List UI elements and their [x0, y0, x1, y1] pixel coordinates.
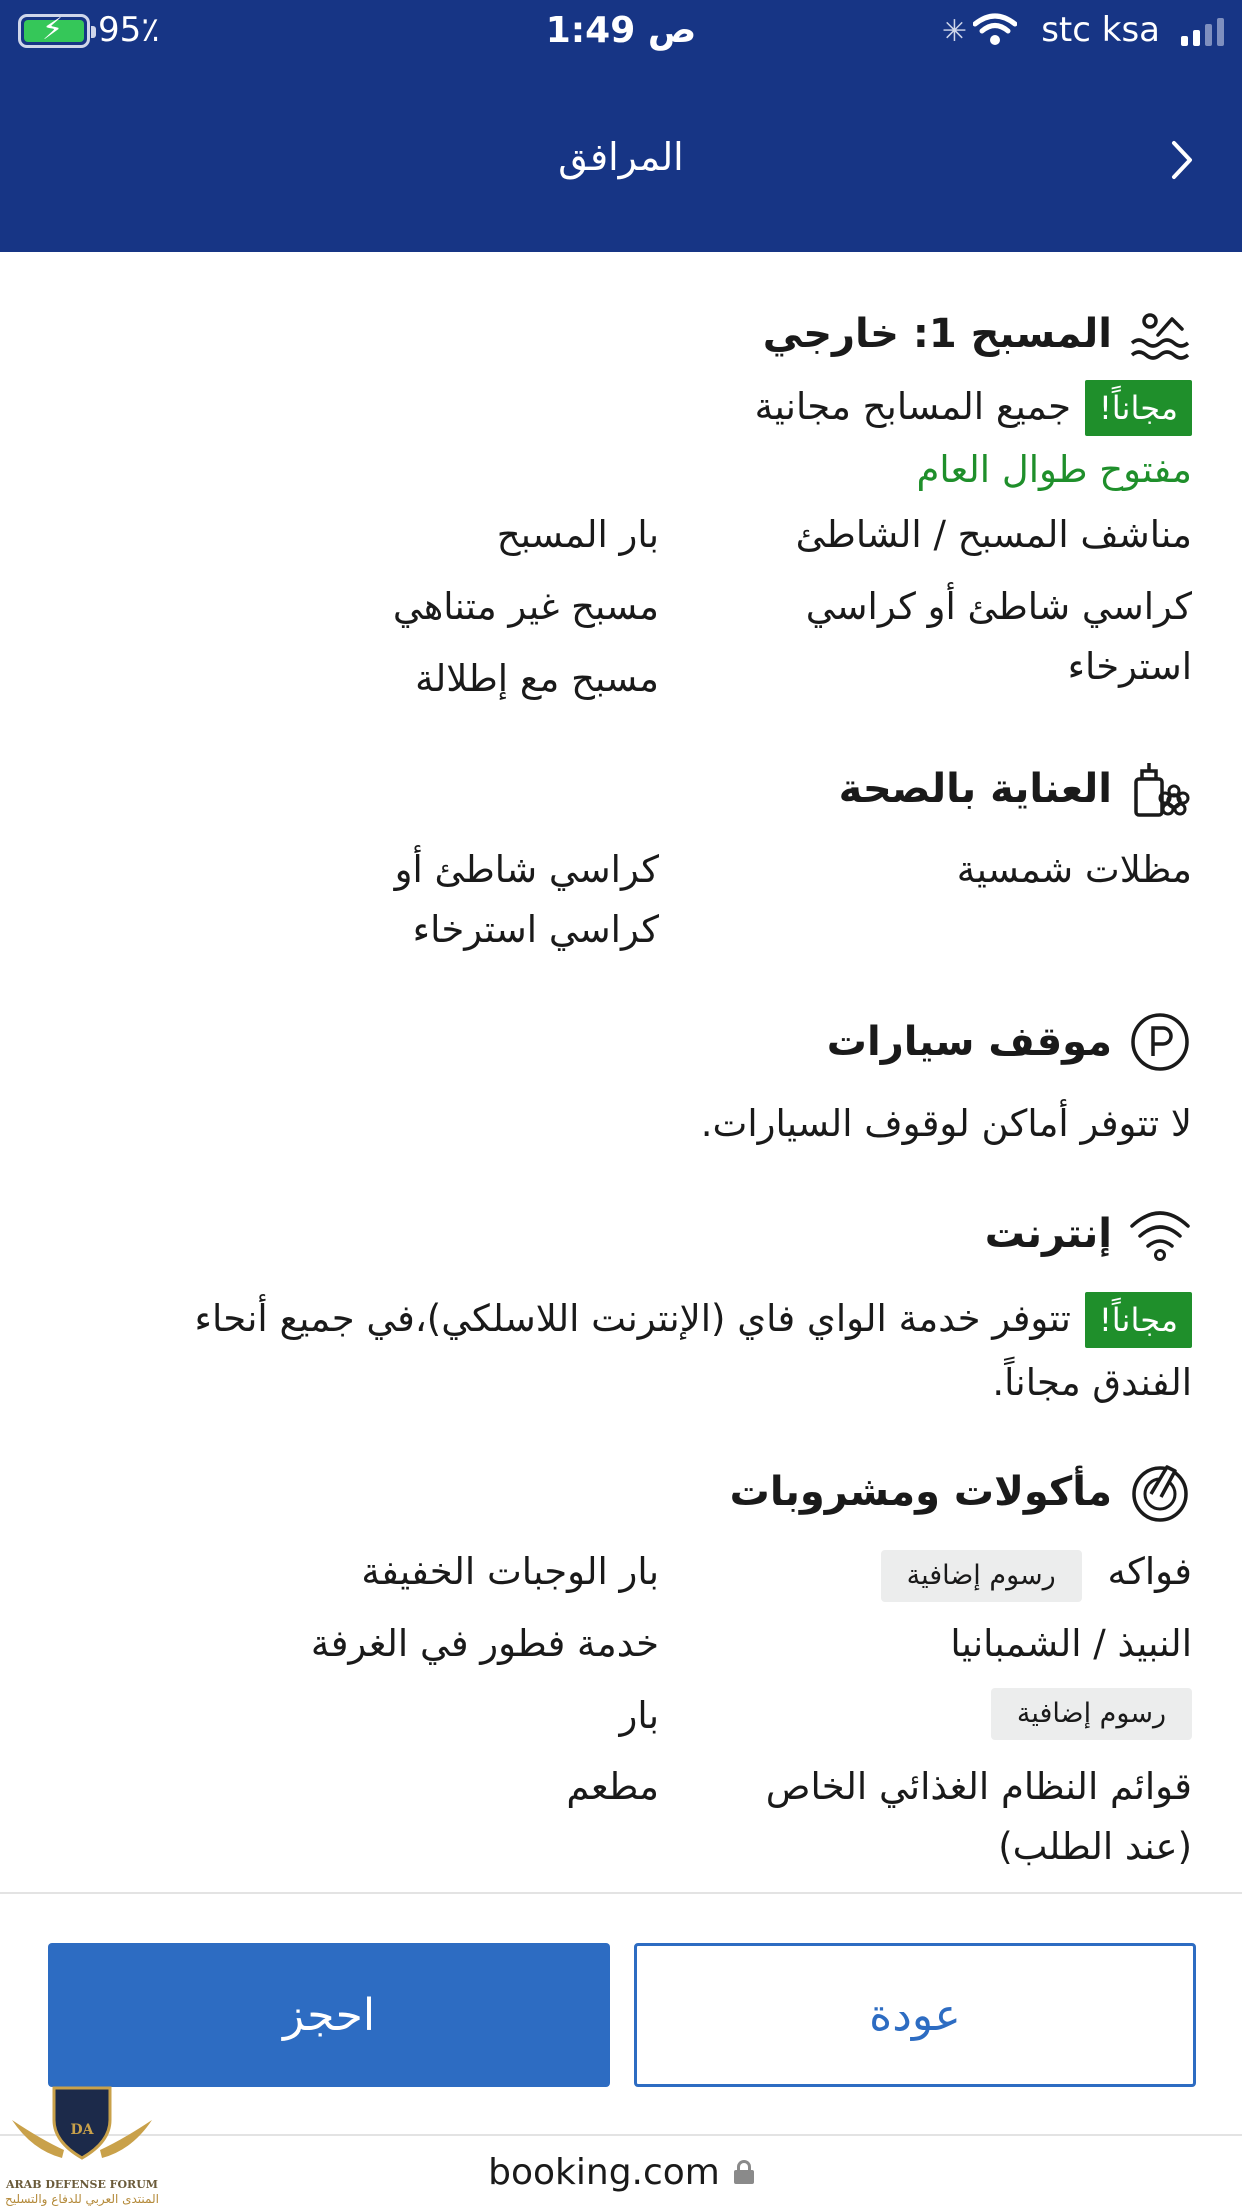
section-internet-header [985, 1202, 1192, 1266]
eagle-shield-icon [2, 2080, 162, 2180]
url-bar[interactable] [0, 2136, 1242, 2208]
battery-icon: ⚡ [18, 14, 90, 48]
pool-item: مسبح مع إطلالة [415, 657, 659, 700]
wifi-icon [1128, 1202, 1192, 1266]
forum-watermark-logo [2, 2080, 162, 2208]
section-pool-title: المسبح 1: خارجي [762, 311, 1112, 357]
content-divider [0, 1892, 1242, 1894]
food-item: بار الوجبات الخفيفة [361, 1550, 659, 1593]
section-food-title: مأكولات ومشروبات [729, 1469, 1112, 1515]
battery-percentage: 95٪ [98, 10, 160, 50]
wifi-icon [973, 12, 1017, 46]
section-food-header [730, 1460, 1192, 1524]
pool-item: مسبح غير متناهي [392, 585, 659, 628]
extra-fee-badge: رسوم إضافية [991, 1688, 1192, 1740]
watermark-text-ar: المنتدى العربي للدفاع والتسليح [5, 2192, 159, 2206]
section-wellness-title: العناية بالصحة [838, 766, 1112, 812]
food-item: النبيذ / الشمبانيا [950, 1622, 1192, 1665]
app-header [0, 0, 1242, 252]
free-badge: مجاناً! [1085, 380, 1192, 436]
extra-fee-badge: رسوم إضافية [881, 1550, 1082, 1602]
food-item: مطعم [566, 1765, 659, 1808]
activity-spinner-icon: ✳ [941, 14, 967, 49]
free-badge: مجاناً! [1085, 1292, 1192, 1348]
food-item: خدمة فطور في الغرفة [310, 1622, 659, 1665]
food-item [692, 1542, 1192, 1602]
section-parking-title: موقف سيارات [826, 1019, 1112, 1065]
swimming-icon [1128, 302, 1192, 366]
back-chevron-icon[interactable] [1162, 135, 1202, 185]
food-item-label: فواكه [1107, 1550, 1192, 1593]
status-bar [0, 0, 1242, 64]
wellness-item: كراسي شاطئ أو كراسي استرخاء [394, 848, 659, 951]
carrier-name: stc ksa [1041, 10, 1160, 50]
pool-open-text: مفتوح طوال العام [916, 448, 1192, 491]
pool-free-row [492, 377, 1192, 437]
signal-strength-icon [1181, 18, 1224, 46]
section-parking-header [827, 1010, 1192, 1074]
pool-item: مناشف المسبح / الشاطئ [795, 513, 1192, 556]
pool-item: كراسي شاطئ أو كراسي استرخاء [805, 585, 1192, 688]
pool-item: بار المسبح [496, 513, 659, 556]
lock-icon [734, 2160, 754, 2184]
internet-text-block [192, 1287, 1192, 1415]
food-item-fee-row [692, 1680, 1192, 1740]
clock: 1:49 ص [545, 10, 697, 51]
section-internet-title: إنترنت [984, 1211, 1112, 1257]
internet-text: تتوفر خدمة الواي فاي (الإنترنت اللاسلكي)،في جميع أنحاء الفندق مجاناً. [194, 1297, 1192, 1404]
back-button[interactable]: عودة [634, 1943, 1196, 2087]
svg-text:DA: DA [70, 2122, 94, 2138]
wellness-item: مظلات شمسية [956, 848, 1192, 891]
wellness-icon [1128, 757, 1192, 821]
pool-free-text: جميع المسابح مجانية [754, 385, 1071, 428]
food-item: قوائم النظام الغذائي الخاص (عند الطلب) [765, 1765, 1192, 1868]
food-item: بار [619, 1694, 659, 1737]
food-drink-icon [1128, 1460, 1192, 1524]
page-title: المرافق [558, 135, 684, 179]
url-text: booking.com [488, 2151, 720, 2193]
watermark-text-en: ARAB DEFENSE FORUM [6, 2178, 158, 2191]
book-button[interactable]: احجز [48, 1943, 610, 2087]
section-wellness-header [839, 757, 1192, 821]
facilities-list [0, 252, 1242, 1892]
parking-text: لا تتوفر أماكن لوقوف السيارات. [700, 1102, 1192, 1145]
section-pool-header [763, 302, 1192, 366]
parking-icon [1128, 1010, 1192, 1074]
